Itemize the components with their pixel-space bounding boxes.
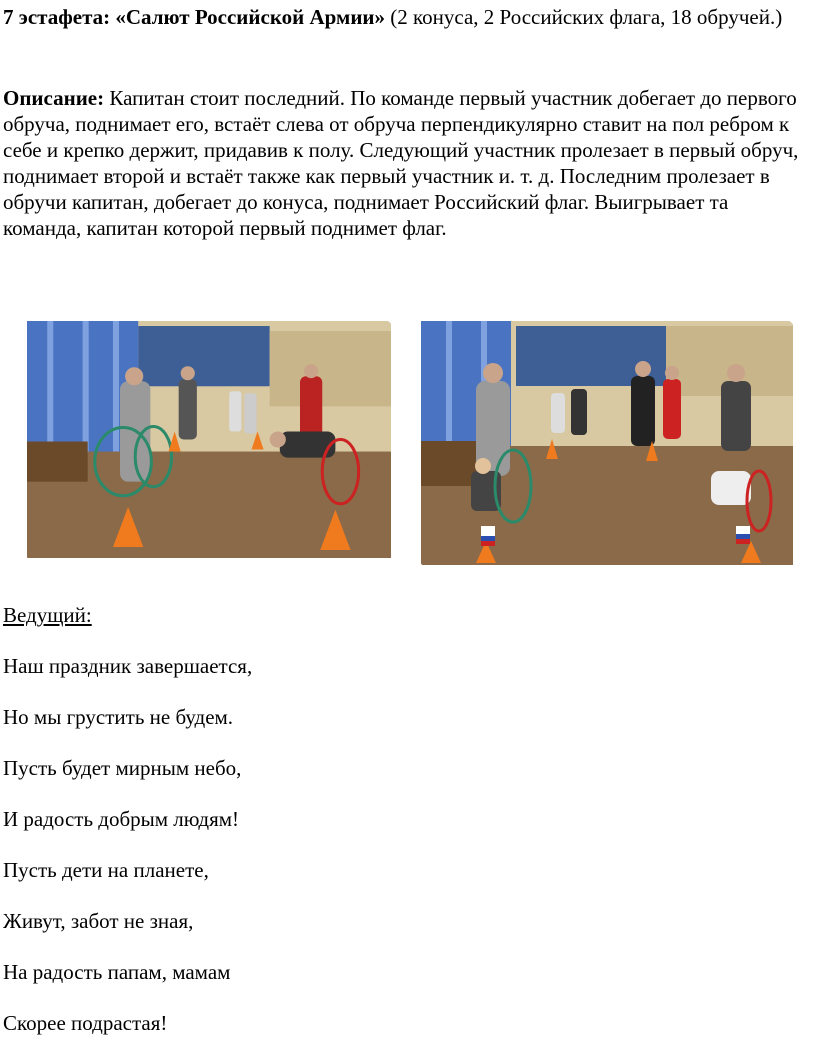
poem-line: Наш праздник завершается, — [3, 654, 253, 678]
photo-2-image — [421, 321, 793, 565]
host-label: Ведущий: — [3, 603, 92, 627]
poem-line: И радость добрым людям! — [3, 807, 240, 831]
relay-photo-2 — [407, 309, 805, 577]
relay-equipment: (2 конуса, 2 Российских флага, 18 обручей.) — [385, 5, 783, 29]
relay-title: 7 эстафета: «Салют Российской Армии» — [3, 5, 386, 29]
poem-line: Скорее подрастая! — [3, 1011, 168, 1035]
poem-line: Пусть дети на планете, — [3, 858, 209, 882]
photo-1-image — [27, 321, 391, 558]
poem-line: Пусть будет мирным небо, — [3, 756, 242, 780]
poem-line: Но мы грустить не будем. — [3, 705, 234, 729]
poem-line: Живут, забот не зная, — [3, 909, 194, 933]
relay-heading — [3, 4, 803, 30]
relay-description — [3, 85, 803, 241]
description-label: Описание: — [3, 86, 105, 110]
description-text: Капитан стоит последний. По команде первый участник добегает до первого обруча, поднимает его, встаёт слева от обруча перпендикулярно ставит на пол ребром к себе и крепко держит, придавив к полу. Следующий участник пролезает в первый обруч, поднимает второй и встаёт также как первый участник и. т. д. Последним пролезает в обручи капитан, добегает до конуса, поднимает Российский флаг. Выигрывает та команда, капитан которой первый поднимет флаг. — [3, 86, 799, 240]
poem-line: На радость папам, мамам — [3, 960, 231, 984]
relay-photo-1 — [13, 309, 403, 570]
